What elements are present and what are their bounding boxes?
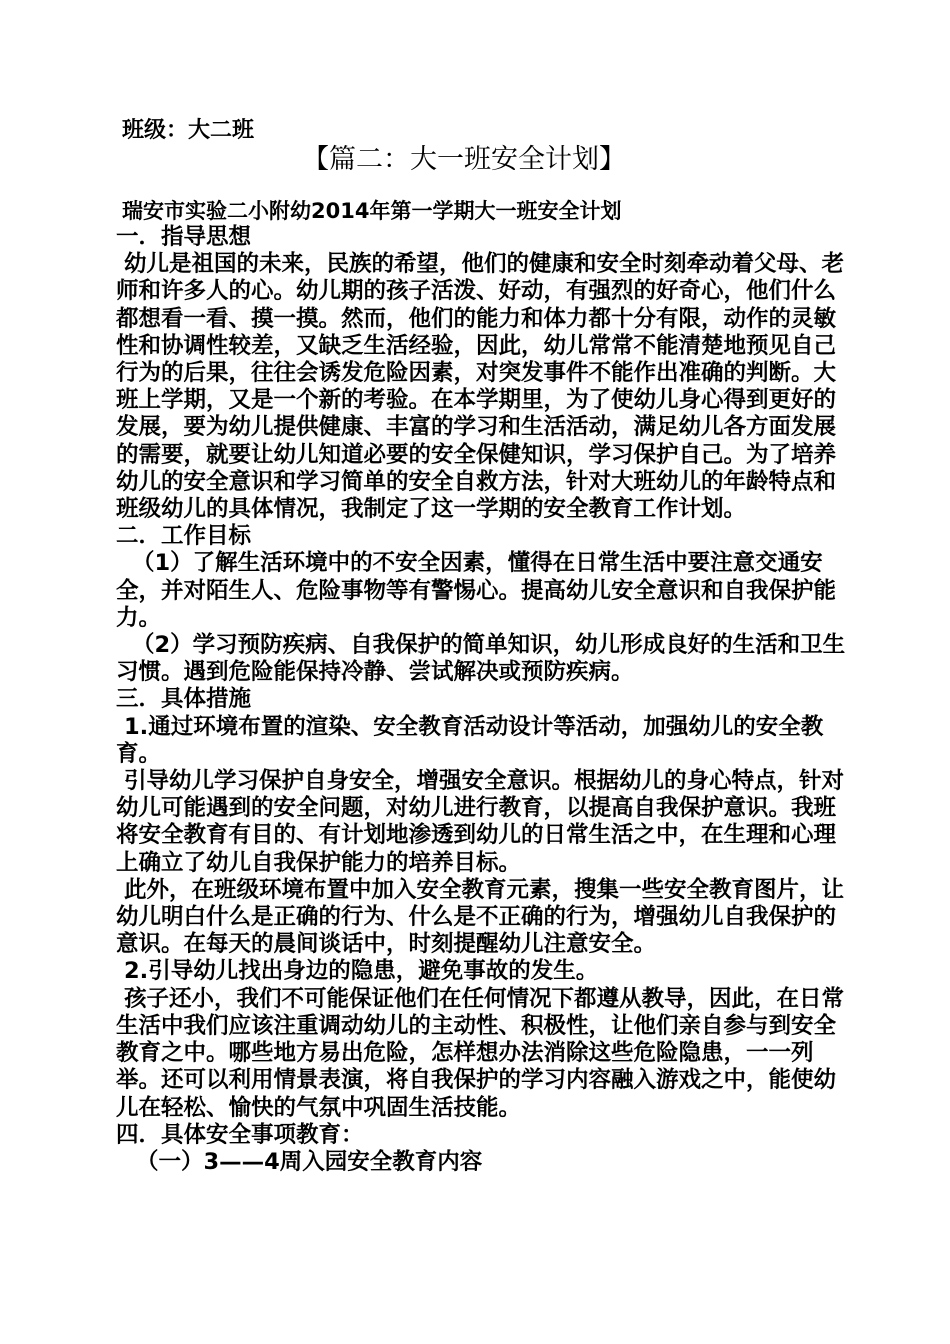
section-title: 【篇二：大一班安全计划】 <box>302 144 626 175</box>
subheading-weeks-3-4: （一）3——4周入园安全教育内容 <box>136 1148 483 1175</box>
paragraph-measure-1: 1.通过环境布置的渲染、安全教育活动设计等活动，加强幼儿的安全教育。 <box>116 713 824 767</box>
document-title: 瑞安市实验二小附幼2014年第一学期大一班安全计划 <box>122 199 622 223</box>
paragraph-measure-2: 2.引导幼儿找出身边的隐患，避免事故的发生。 <box>124 958 599 985</box>
heading-work-goals: 二．工作目标 <box>116 523 252 550</box>
class-label: 班级：大二班 <box>122 118 255 143</box>
paragraph-measure-1-extra: 此外，在班级环境布置中加入安全教育元素，搜集一些安全教育图片，让幼儿明白什么是正确的行为、什么是不正确的行为，增强幼儿自我保护的意识。在每天的晨间谈话中，时刻提醒幼儿注意安全。 <box>116 876 845 958</box>
document-body <box>116 224 850 1176</box>
paragraph-measure-1-detail: 引导幼儿学习保护自身安全，增强安全意识。根据幼儿的身心特点，针对幼儿可能遇到的安全问题，对幼儿进行教育，以提高自我保护意识。我班将安全教育有目的、有计划地渗透到幼儿的日常生活之中，在生理和心理上确立了幼儿自我保护能力的培养目标。 <box>116 768 845 876</box>
paragraph-guiding-thought: 幼儿是祖国的未来，民族的希望，他们的健康和安全时刻牵动着父母、老师和许多人的心。幼儿期的孩子活泼、好动，有强烈的好奇心，他们什么都想看一看、摸一摸。然而，他们的能力和体力都十分有限，动作的灵敏性和协调性较差，又缺乏生活经验，因此，幼儿常常不能清楚地预见自己行为的后果，往往会诱发危险因素，对突发事件不能作出准确的判断。大班上学期，又是一个新的考验。在本学期里，为了使幼儿身心得到更好的发展，要为幼儿提供健康、丰富的学习和生活活动，满足幼儿各方面发展的需要，就要让幼儿知道必要的安全保健知识，学习保护自己。为了培养幼儿的安全意识和学习简单的安全自救方法，针对大班幼儿的年龄特点和班级幼儿的具体情况，我制定了这一学期的安全教育工作计划。 <box>116 251 845 523</box>
heading-measures: 三．具体措施 <box>116 686 252 713</box>
paragraph-goal-1: （1）了解生活环境中的不安全因素，懂得在日常生活中要注意交通安全，并对陌生人、危险事物等有警惕心。提高幼儿安全意识和自我保护能力。 <box>116 550 837 631</box>
paragraph-measure-2-detail: 孩子还小，我们不可能保证他们在任何情况下都遵从教导，因此，在日常生活中我们应该注重调动幼儿的主动性、积极性，让他们亲自参与到安全教育之中。哪些地方易出危险，怎样想办法消除这些危险隐患，一一列举。还可以利用情景表演，将自我保护的学习内容融入游戏之中，能使幼儿在轻松、愉快的气氛中巩固生活技能。 <box>116 985 845 1121</box>
heading-guiding-thought: 一．指导思想 <box>116 224 252 250</box>
paragraph-goal-2: （2）学习预防疾病、自我保护的简单知识，幼儿形成良好的生活和卫生习惯。遇到危险能保持冷静、尝试解决或预防疾病。 <box>116 632 846 686</box>
heading-safety-items: 四．具体安全事项教育： <box>116 1121 364 1148</box>
